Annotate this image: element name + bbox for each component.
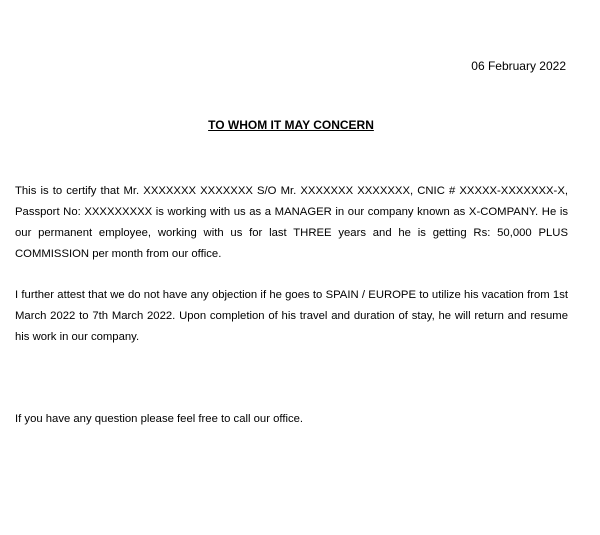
certification-paragraph: This is to certify that Mr. XXXXXXX XXXXXXX S/O Mr. XXXXXXX XXXXXXX, CNIC # XXXXX-XXXXXXX-X, Passport No: XXXXXXXXX is working with us as a MANAGER in our company known as X-COMPANY. He is our permanent employee, working with us for last THREE years and he is getting Rs: 50,000 PLUS COMMISSION per month from our office. bbox=[15, 185, 568, 260]
letter-date: 06 February 2022 bbox=[471, 59, 566, 73]
attestation-paragraph: I further attest that we do not have any objection if he goes to SPAIN / EUROPE to utilize his vacation from 1st March 2022 to 7th March 2022. Upon completion of his travel and duration of stay, he will return and resume his work in our company. bbox=[15, 289, 568, 343]
contact-paragraph: If you have any question please feel free to call our office. bbox=[15, 413, 304, 425]
letter-heading: TO WHOM IT MAY CONCERN bbox=[208, 118, 374, 132]
